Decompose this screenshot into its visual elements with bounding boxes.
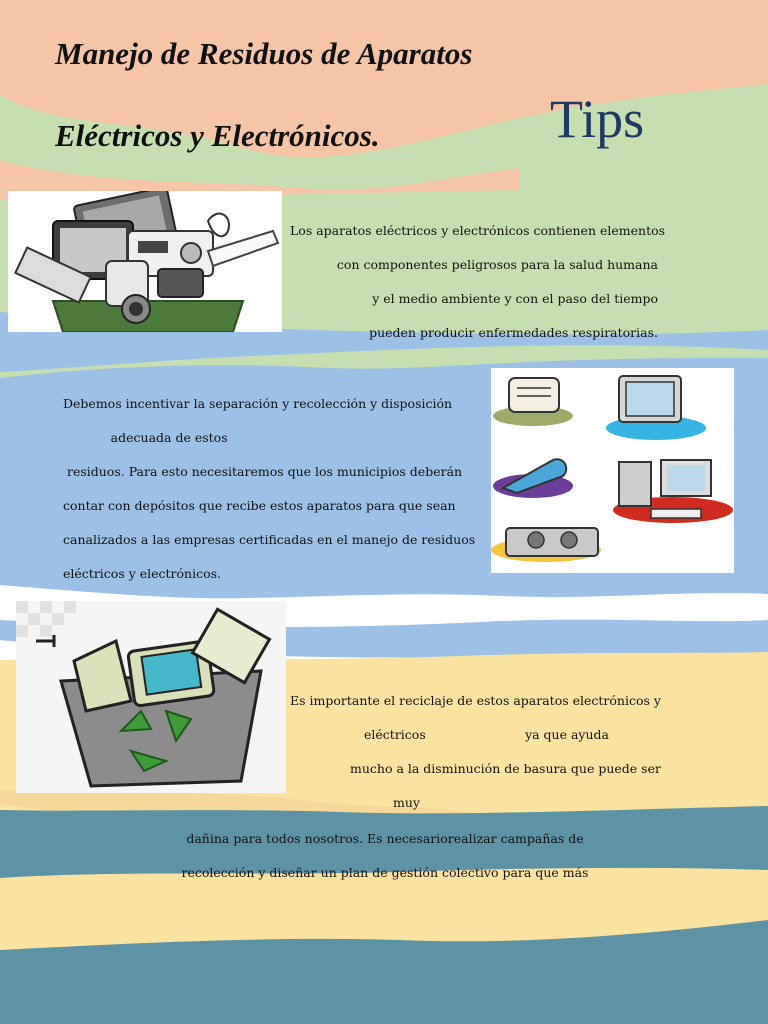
section-2-line: adecuada de estos: [63, 430, 228, 445]
section-3-line: eléctricos ya que ayuda: [364, 727, 609, 742]
section-3-text-b: [364, 718, 664, 752]
section-3-line: Es importante el reciclaje de estos aparatos electrónicos y: [290, 693, 661, 708]
section-2-line: residuos. Para esto necesitaremos que los municipios deberán: [63, 464, 463, 479]
recycling-bin-image: [16, 601, 286, 793]
section-3-line: recolección y diseñar un plan de gestión colectivo para que más: [181, 865, 589, 880]
page-title-line-1: Manejo de Residuos de Aparatos: [55, 36, 473, 71]
section-1-line: con componentes peligrosos para la salud humana: [336, 257, 658, 272]
section-2-text: [63, 387, 488, 591]
section-3-line: dañina para todos nosotros. Es necesariorealizar campañas de: [186, 831, 584, 846]
section-3-text-e: [150, 822, 620, 890]
e-waste-pile-image: [8, 191, 282, 332]
section-3-text-c: [350, 752, 670, 786]
section-2-line: Debemos incentivar la separación y recolección y disposición: [63, 396, 453, 411]
section-2-line: canalizados a las empresas certificadas en el manejo de residuos: [63, 532, 476, 547]
tips-label: Tips: [550, 89, 645, 149]
appliances-illustration: [491, 368, 734, 573]
section-3-text-d: [393, 786, 453, 820]
section-1-line: Los aparatos eléctricos y electrónicos contienen elementos: [290, 223, 666, 238]
section-1-text: [290, 214, 666, 350]
section-1-line: pueden producir enfermedades respiratorias.: [369, 325, 658, 340]
section-3-text-a: [290, 684, 661, 718]
section-3-line: mucho a la disminución de basura que puede ser: [350, 761, 661, 776]
section-3-line: muy: [393, 795, 420, 810]
section-2-line: eléctricos y electrónicos.: [63, 566, 222, 581]
section-1-line: y el medio ambiente y con el paso del tiempo: [372, 291, 658, 306]
section-2-line: contar con depósitos que recibe estos aparatos para que sean: [63, 498, 456, 513]
page-title-line-2: Eléctricos y Electrónicos.: [55, 118, 380, 153]
